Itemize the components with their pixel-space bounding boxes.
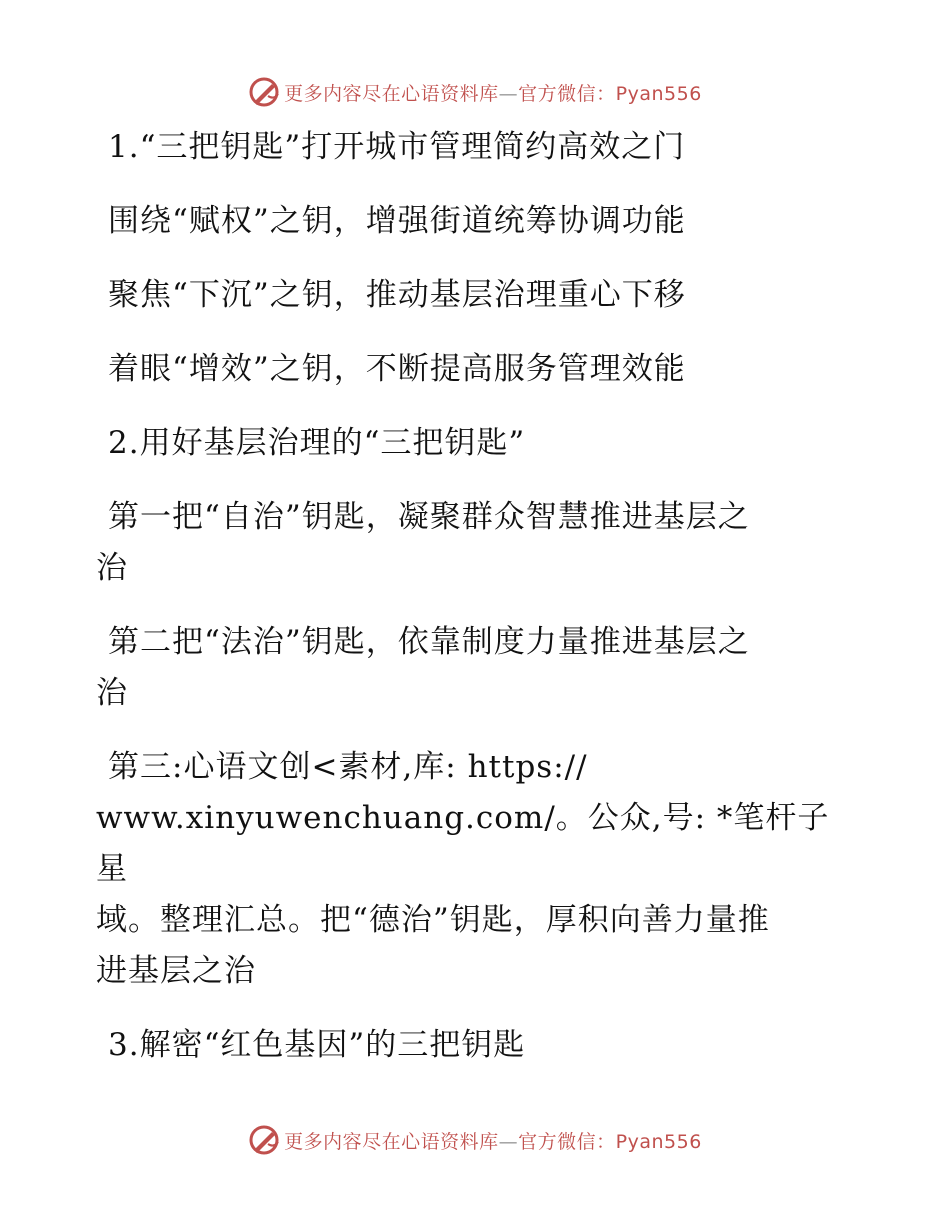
heading-line: 2.用好基层治理的“三把钥匙”	[108, 425, 526, 461]
document-body	[96, 122, 856, 1071]
paragraph	[96, 492, 856, 594]
text-line: 第一把“自治”钥匙，凝聚群众智慧推进基层之	[108, 499, 750, 535]
text-line: 聚焦“下沉”之钥，推动基层治理重心下移	[108, 277, 686, 313]
banner-text: 更多内容尽在心语资料库—官方微信：Pyan556	[284, 1130, 702, 1153]
text-line: 进基层之治	[96, 953, 256, 989]
heading-line: 3.解密“红色基因”的三把钥匙	[108, 1027, 526, 1063]
text-line: 第三:心语文创<素材,库: https://	[108, 749, 588, 785]
text-line: 着眼“增效”之钥，不断提高服务管理效能	[108, 351, 686, 387]
pen-logo-icon	[248, 1124, 280, 1156]
text-line: 治	[96, 550, 128, 586]
text-line: 围绕“赋权”之钥，增强街道统筹协调功能	[108, 203, 686, 239]
paragraph-heading-3	[96, 1020, 856, 1071]
text-line: 第二把“法治”钥匙，依靠制度力量推进基层之	[108, 624, 750, 660]
paragraph	[96, 270, 856, 321]
header-banner	[0, 72, 950, 112]
text-line: www.xinyuwenchuang.com/。公众,号: *笔杆子星	[96, 800, 830, 887]
banner-text: 更多内容尽在心语资料库—官方微信：Pyan556	[284, 82, 702, 105]
heading-line: 1.“三把钥匙”打开城市管理简约高效之门	[108, 129, 686, 165]
paragraph	[96, 344, 856, 395]
paragraph	[96, 617, 856, 719]
pen-logo-icon	[248, 76, 280, 108]
paragraph	[96, 196, 856, 247]
paragraph-heading-2	[96, 418, 856, 469]
paragraph	[96, 742, 856, 997]
text-line: 治	[96, 675, 128, 711]
text-line: 域。整理汇总。把“德治”钥匙，厚积向善力量推	[96, 902, 770, 938]
footer-banner	[0, 1120, 950, 1160]
paragraph-heading-1	[96, 122, 856, 173]
